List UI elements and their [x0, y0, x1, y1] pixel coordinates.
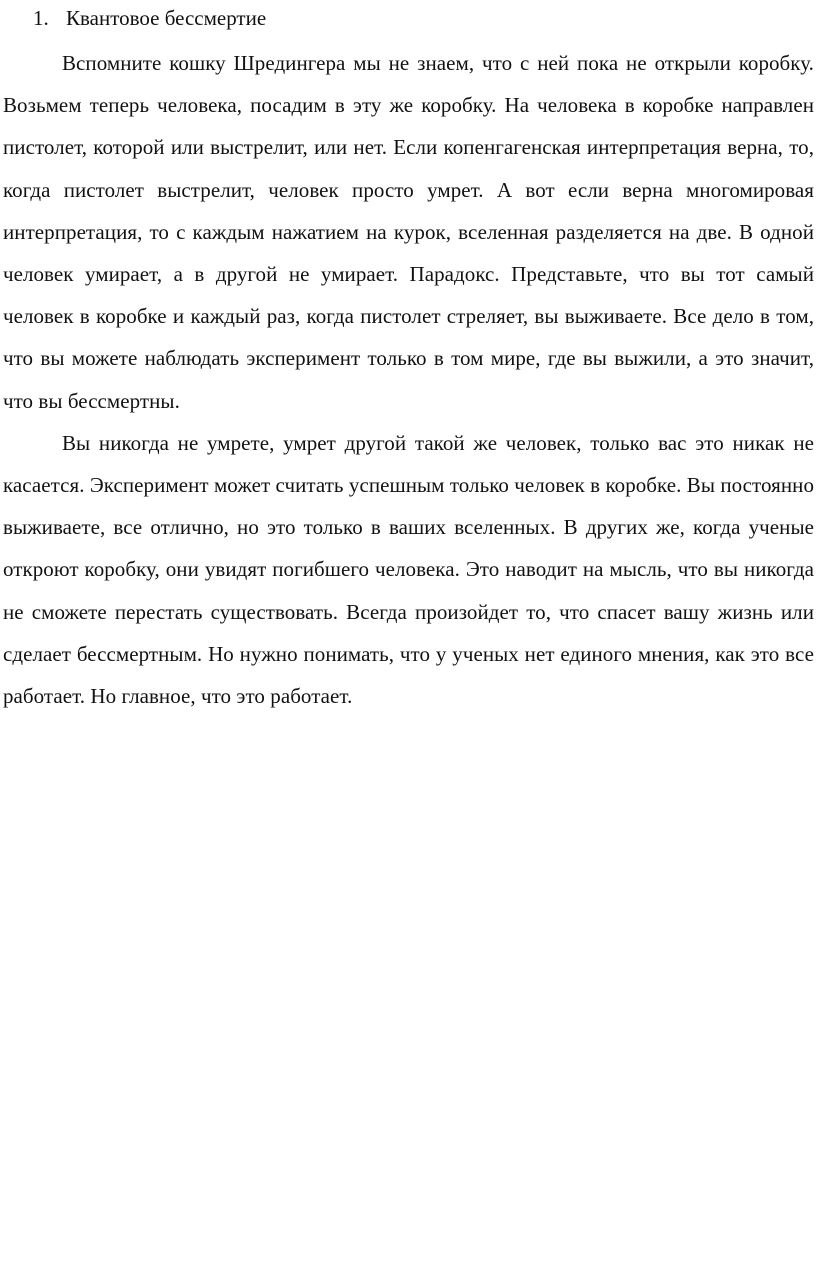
- section-heading: [3, 2, 814, 34]
- paragraph-1: Вспомните кошку Шредингера мы не знаем, что с ней пока не открыли коробку. Возьмем теперь человека, посадим в эту же коробку. На человека в коробке направлен пистолет, которой или выстрелит, или нет. Если копенгагенская интерпретация верна, то, когда пистолет выстрелит, человек просто умрет. А вот если верна многомировая интерпретация, то с каждым нажатием на курок, вселенная разделяется на две. В одной человек умирает, а в другой не умирает. Парадокс. Представьте, что вы тот самый человек в коробке и каждый раз, когда пистолет стреляет, вы выживаете. Все дело в том, что вы можете наблюдать эксперимент только в том мире, где вы выжили, а это значит, что вы бессмертны.: [3, 51, 814, 413]
- section-number: 1.: [33, 6, 49, 30]
- paragraph-2: Вы никогда не умрете, умрет другой такой же человек, только вас это никак не касается. Эксперимент может считать успешным только человек в коробке. Вы постоянно выживаете, все отлично, но это только в ваших вселенных. В других же, когда ученые откроют коробку, они увидят погибшего человека. Это наводит на мысль, что вы никогда не сможете перестать существовать. Всегда произойдет то, что спасет вашу жизнь или сделает бессмертным. Но нужно понимать, что у ученых нет единого мнения, как это все работает. Но главное, что это работает.: [3, 430, 814, 709]
- section-title: Квантовое бессмертие: [66, 6, 267, 30]
